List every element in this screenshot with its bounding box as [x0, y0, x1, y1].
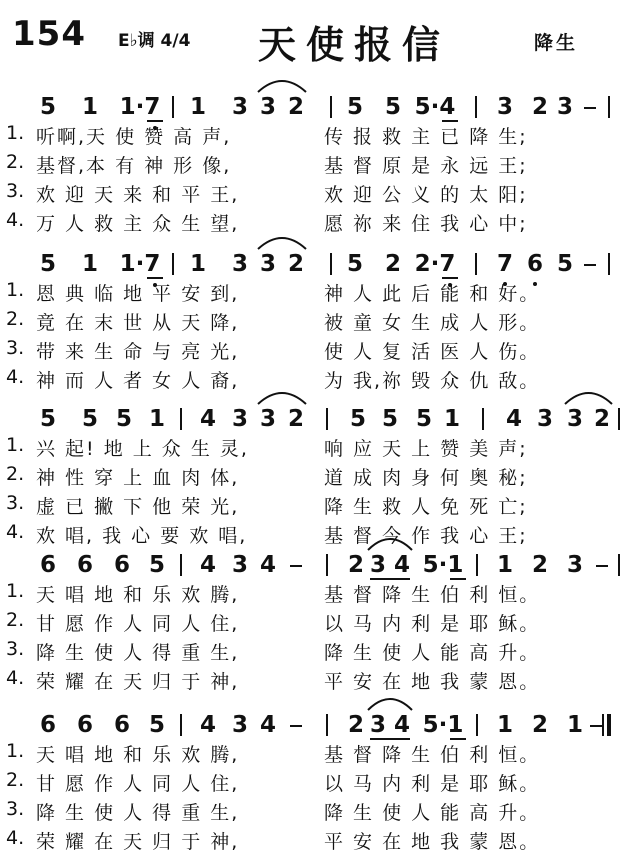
verse-number: 4.	[6, 209, 25, 231]
note: 3	[556, 94, 573, 120]
verse-line-1	[6, 740, 618, 768]
note: 6	[39, 712, 56, 738]
bar-line	[172, 253, 174, 275]
note: 5	[556, 251, 573, 277]
lyric-phrase-2: 响 应 天 上 赞 美 声;	[324, 438, 528, 460]
lyric-phrase-2: 降 生 救 人 免 死 亡;	[324, 496, 528, 518]
verse-number: 1.	[6, 740, 25, 762]
lyric-phrase-2: 基 督 降 生 伯 利 恒。	[324, 584, 541, 606]
final-bar-thin	[602, 714, 604, 736]
verse-number: 1.	[6, 122, 25, 144]
lyric-phrase-2: 基 督 降 生 伯 利 恒。	[324, 744, 541, 766]
bar-line	[476, 714, 478, 736]
verse-number: 4.	[6, 827, 25, 849]
note: 7	[496, 251, 513, 277]
note: 5·1	[422, 552, 464, 578]
note: 3	[231, 406, 248, 432]
lyric-phrase-1: 欢 唱, 我 心 要 欢 唱,	[36, 525, 248, 547]
note: 6	[113, 552, 130, 578]
note: 3	[566, 406, 583, 432]
note: 5	[39, 406, 56, 432]
bar-line	[326, 408, 328, 430]
verse-number: 3.	[6, 638, 25, 660]
verse-line-3	[6, 337, 618, 365]
hold-dash	[584, 264, 596, 266]
note: 2	[287, 94, 304, 120]
verse-line-1	[6, 434, 618, 462]
lyric-phrase-1: 带 来 生 命 与 亮 光,	[36, 341, 240, 363]
note: 2	[347, 552, 364, 578]
hold-dash	[596, 565, 608, 567]
hymn-category: 降生	[534, 32, 579, 54]
note: 1	[443, 406, 460, 432]
lyric-phrase-1: 荣 耀 在 天 归 于 神,	[36, 671, 240, 693]
lyric-phrase-2: 为 我,祢 毁 众 仇 敌。	[324, 370, 541, 392]
note: 5	[415, 406, 432, 432]
note: 4	[199, 406, 216, 432]
note: 6	[39, 552, 56, 578]
lyric-phrase-1: 天 唱 地 和 乐 欢 腾,	[36, 744, 240, 766]
lyric-phrase-2: 欢 迎 公 义 的 太 阳;	[324, 184, 528, 206]
verse-line-1	[6, 122, 618, 150]
note: 4	[199, 552, 216, 578]
note: 1	[189, 251, 206, 277]
lyric-phrase-1: 恩 典 临 地 平 安 到,	[36, 283, 240, 305]
lyric-phrase-2: 使 人 复 活 医 人 伤。	[324, 341, 541, 363]
bar-line	[475, 253, 477, 275]
note: 1·7	[119, 251, 161, 277]
note: 6	[76, 712, 93, 738]
lyric-phrase-1: 竟 在 末 世 从 天 降,	[36, 312, 240, 334]
lyric-phrase-1: 荣 耀 在 天 归 于 神,	[36, 831, 240, 853]
slur-arc	[366, 532, 414, 552]
hold-dash	[590, 725, 602, 727]
verse-line-2	[6, 308, 618, 336]
note: 1	[566, 712, 583, 738]
verse-number: 1.	[6, 580, 25, 602]
note: 3	[231, 251, 248, 277]
hymn-title: 天使报信	[258, 22, 451, 67]
verse-line-4	[6, 366, 618, 394]
bar-line	[326, 554, 328, 576]
note: 5	[115, 406, 132, 432]
lyric-phrase-1: 神 而 人 者 女 人 裔,	[36, 370, 240, 392]
bar-line	[330, 96, 332, 118]
lyric-phrase-2: 愿 祢 来 住 我 心 中;	[324, 213, 528, 235]
hymn-header	[0, 0, 624, 78]
lyric-phrase-1: 万 人 救 主 众 生 望,	[36, 213, 240, 235]
verse-number: 2.	[6, 769, 25, 791]
lyric-phrase-1: 虚 已 撇 下 他 荣 光,	[36, 496, 240, 518]
lyric-phrase-1: 欢 迎 天 来 和 平 王,	[36, 184, 240, 206]
note: 3	[369, 552, 386, 578]
note: 2	[384, 251, 401, 277]
lyric-phrase-2: 以 马 内 利 是 耶 稣。	[324, 773, 541, 795]
note: 5	[39, 251, 56, 277]
verse-number: 1.	[6, 434, 25, 456]
verse-line-3	[6, 798, 618, 826]
note: 2	[347, 712, 364, 738]
bar-line	[330, 253, 332, 275]
lyric-phrase-1: 神 性 穿 上 血 肉 体,	[36, 467, 240, 489]
note: 4	[199, 712, 216, 738]
bar-line	[180, 408, 182, 430]
verse-line-3	[6, 638, 618, 666]
note: 1	[189, 94, 206, 120]
bar-line	[608, 253, 610, 275]
note: 2	[531, 552, 548, 578]
verse-number: 3.	[6, 492, 25, 514]
bar-line	[618, 408, 620, 430]
verse-line-3	[6, 492, 618, 520]
lyric-phrase-1: 降 生 使 人 得 重 生,	[36, 802, 240, 824]
slur-arc	[256, 231, 308, 251]
note: 1·7	[119, 94, 161, 120]
verse-line-1	[6, 580, 618, 608]
lyric-phrase-2: 基 督 今 作 我 心 王;	[324, 525, 528, 547]
lyric-phrase-2: 道 成 肉 身 何 奥 秘;	[324, 467, 528, 489]
note: 3	[566, 552, 583, 578]
note: 1	[148, 406, 165, 432]
note: 3	[259, 406, 276, 432]
lyric-phrase-1: 听啊,天 使 赞 高 声,	[36, 126, 232, 148]
note: 5	[381, 406, 398, 432]
verse-line-4	[6, 667, 618, 695]
lyric-phrase-1: 甘 愿 作 人 同 人 住,	[36, 613, 240, 635]
note: 3	[231, 94, 248, 120]
bar-line	[326, 714, 328, 736]
note: 5	[384, 94, 401, 120]
note: 2·7	[414, 251, 456, 277]
note: 1	[496, 552, 513, 578]
note: 5	[148, 712, 165, 738]
note: 3	[259, 251, 276, 277]
note: 2	[531, 94, 548, 120]
note: 2	[593, 406, 610, 432]
bar-line	[476, 554, 478, 576]
note: 6	[526, 251, 543, 277]
note: 3	[536, 406, 553, 432]
note: 2	[287, 406, 304, 432]
hold-dash	[290, 565, 302, 567]
note: 5·1	[422, 712, 464, 738]
verse-number: 2.	[6, 308, 25, 330]
slur-arc	[563, 386, 614, 406]
note: 5	[148, 552, 165, 578]
lyric-phrase-2: 平 安 在 地 我 蒙 恩。	[324, 831, 541, 853]
lyric-phrase-2: 降 生 使 人 能 高 升。	[324, 642, 541, 664]
verse-line-1	[6, 279, 618, 307]
bar-line	[180, 714, 182, 736]
verse-line-4	[6, 827, 618, 855]
bar-line	[180, 554, 182, 576]
lyric-phrase-1: 基督,本 有 神 形 像,	[36, 155, 232, 177]
hymn-number: 154	[12, 14, 86, 54]
note: 6	[76, 552, 93, 578]
verse-number: 4.	[6, 366, 25, 388]
note: 4	[259, 712, 276, 738]
note: 4	[393, 552, 410, 578]
lyric-phrase-2: 降 生 使 人 能 高 升。	[324, 802, 541, 824]
lyric-phrase-2: 平 安 在 地 我 蒙 恩。	[324, 671, 541, 693]
final-bar-thick	[607, 714, 611, 736]
verse-number: 3.	[6, 337, 25, 359]
slur-arc	[256, 386, 308, 406]
verse-line-2	[6, 463, 618, 491]
verse-line-4	[6, 209, 618, 237]
verse-line-2	[6, 609, 618, 637]
note: 5	[346, 94, 363, 120]
note: 3	[496, 94, 513, 120]
note: 1	[81, 251, 98, 277]
lyric-phrase-2: 传 报 救 主 已 降 生;	[324, 126, 528, 148]
note: 5	[81, 406, 98, 432]
verse-number: 3.	[6, 798, 25, 820]
verse-number: 2.	[6, 463, 25, 485]
lyric-phrase-2: 被 童 女 生 成 人 形。	[324, 312, 541, 334]
note: 5·4	[414, 94, 456, 120]
note: 1	[81, 94, 98, 120]
note: 4	[505, 406, 522, 432]
verse-number: 4.	[6, 667, 25, 689]
verse-number: 3.	[6, 180, 25, 202]
verse-number: 2.	[6, 151, 25, 173]
note: 3	[231, 552, 248, 578]
bar-line	[475, 96, 477, 118]
note: 4	[259, 552, 276, 578]
note: 3	[231, 712, 248, 738]
lyric-phrase-1: 甘 愿 作 人 同 人 住,	[36, 773, 240, 795]
verse-number: 1.	[6, 279, 25, 301]
note: 5	[39, 94, 56, 120]
hold-dash	[290, 725, 302, 727]
note: 3	[259, 94, 276, 120]
bar-line	[618, 554, 620, 576]
note: 3	[369, 712, 386, 738]
note: 2	[531, 712, 548, 738]
note: 5	[346, 251, 363, 277]
verse-line-4	[6, 521, 618, 549]
lyric-phrase-2: 神 人 此 后 能 和 好。	[324, 283, 541, 305]
lyric-phrase-2: 基 督 原 是 永 远 王;	[324, 155, 528, 177]
verse-number: 2.	[6, 609, 25, 631]
bar-line	[482, 408, 484, 430]
note: 5	[349, 406, 366, 432]
verse-line-3	[6, 180, 618, 208]
lyric-phrase-1: 天 唱 地 和 乐 欢 腾,	[36, 584, 240, 606]
note: 2	[287, 251, 304, 277]
hold-dash	[584, 107, 596, 109]
lyric-phrase-2: 以 马 内 利 是 耶 稣。	[324, 613, 541, 635]
bar-line	[172, 96, 174, 118]
note: 6	[113, 712, 130, 738]
note: 4	[393, 712, 410, 738]
verse-line-2	[6, 151, 618, 179]
key-signature: E♭调 4/4	[118, 31, 191, 51]
verse-line-2	[6, 769, 618, 797]
slur-arc	[366, 692, 414, 712]
lyric-phrase-1: 兴 起! 地 上 众 生 灵,	[36, 438, 249, 460]
bar-line	[608, 96, 610, 118]
verse-number: 4.	[6, 521, 25, 543]
slur-arc	[256, 74, 308, 94]
lyric-phrase-1: 降 生 使 人 得 重 生,	[36, 642, 240, 664]
note: 1	[496, 712, 513, 738]
